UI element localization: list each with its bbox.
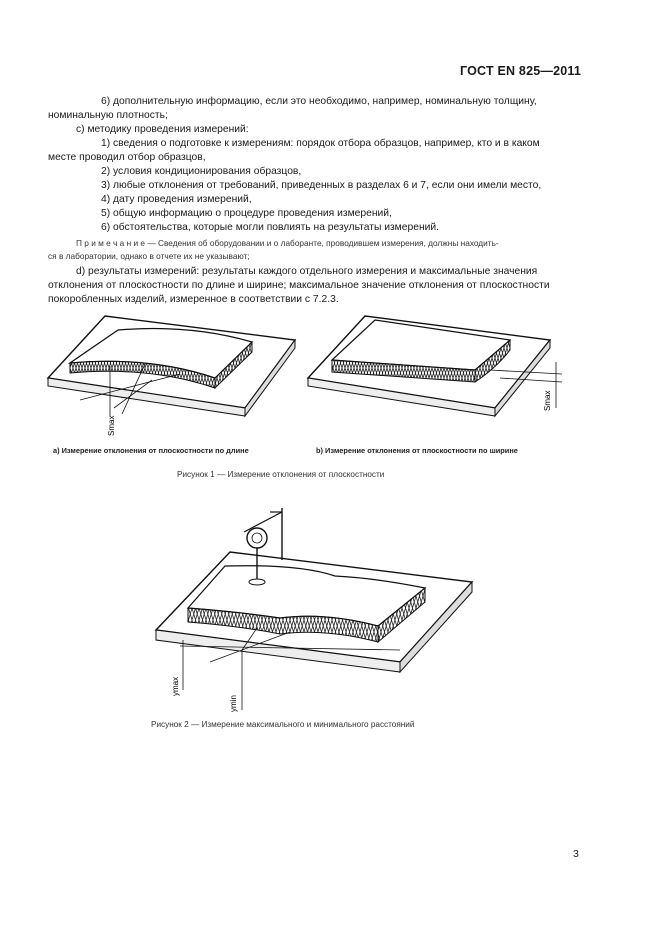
figure2-label-ymin: ymin <box>229 695 238 712</box>
list-item-c1-line2: месте проводил отбор образцов, <box>48 152 206 163</box>
note-line2: ся в лаборатории, однако в отчете их не указывают; <box>48 251 250 261</box>
figure1b-subcaption: b) Измерение отклонения от плоскостности по ширине <box>316 446 518 455</box>
figure2-caption: Рисунок 2 — Измерение максимального и минимального расстояний <box>151 720 415 729</box>
figure1a-label-smax: Smax <box>107 415 116 436</box>
list-item-c: c) методику проведения измерений: <box>76 124 249 135</box>
list-item-6-line1: 6) дополнительную информацию, если это необходимо, например, номинальную толщину, <box>101 96 537 107</box>
figure1a-subcaption: a) Измерение отклонения от плоскостности по длине <box>53 446 249 455</box>
list-item-c2: 2) условия кондиционирования образцов, <box>101 166 302 177</box>
figure2-drawing <box>150 500 480 715</box>
item-d-line3: покоробленных изделий, измеренное в соответствии с 7.2.3. <box>48 294 339 305</box>
figure1b-drawing <box>300 308 580 438</box>
document-code: ГОСТ EN 825—2011 <box>460 64 581 78</box>
list-item-c4: 4) дату проведения измерений, <box>101 194 252 205</box>
figure1a-drawing <box>40 308 310 438</box>
list-item-c5: 5) общую информацию о процедуре проведения измерений, <box>101 208 392 219</box>
figure1b-label-smax: Smax <box>543 390 552 411</box>
list-item-6-line2: номинальную плотность; <box>48 110 168 121</box>
list-item-c6: 6) обстоятельства, которые могли повлиять на результаты измерений. <box>101 222 439 233</box>
note-line1: П р и м е ч а н и е — Сведения об оборудовании и о лаборанте, проводившем измерения, должны находить- <box>76 238 499 248</box>
page-number: 3 <box>573 848 579 860</box>
figure1-caption: Рисунок 1 — Измерение отклонения от плоскостности <box>177 470 385 479</box>
item-d-line2: отклонения от плоскостности по длине и ширине; максимальное значение отклонения от плоскостности <box>48 280 550 291</box>
item-d-line1: d) результаты измерений: результаты каждого отдельного измерения и максимальные значения <box>76 266 538 277</box>
list-item-c1-line1: 1) сведения о подготовке к измерениям: порядок отбора образцов, например, кто и в каком <box>101 138 540 149</box>
list-item-c3: 3) любые отклонения от требований, приведенных в разделах 6 и 7, если они имели место, <box>101 180 542 191</box>
figure2-label-ymax: ymax <box>171 676 180 696</box>
